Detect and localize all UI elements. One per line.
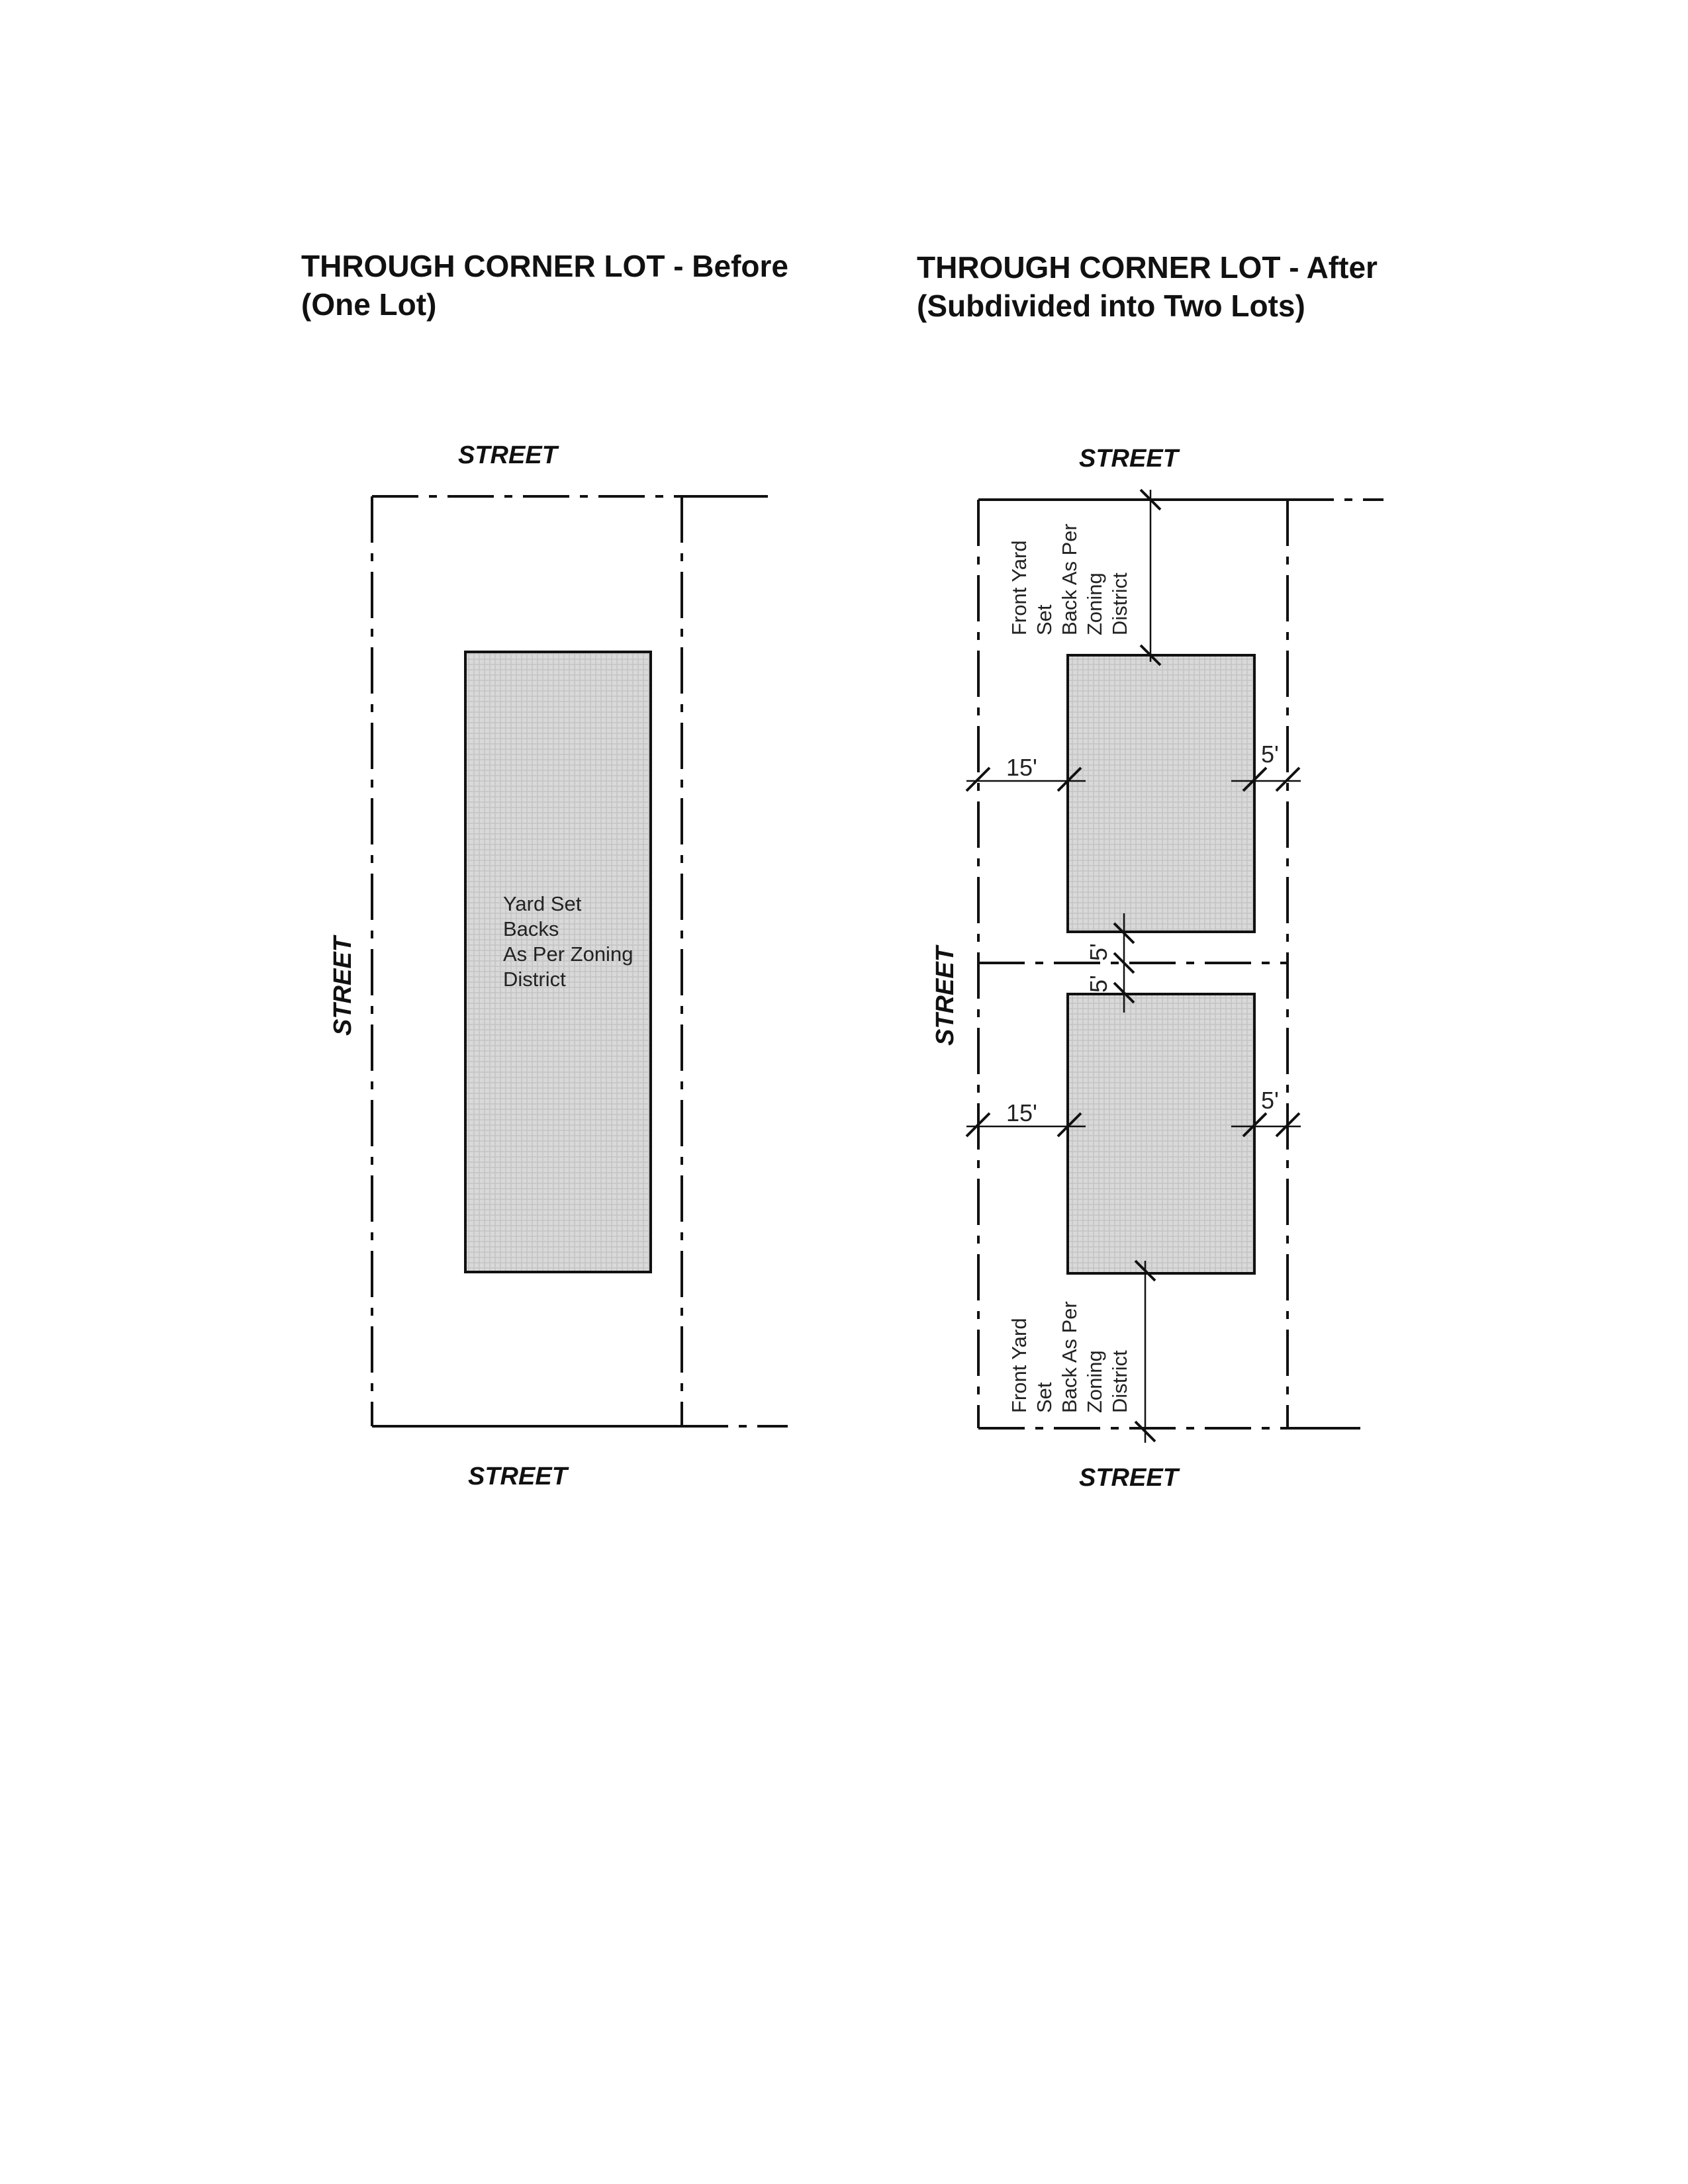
after-building-upper bbox=[1068, 655, 1254, 932]
fy-upper-line2: Set bbox=[1033, 604, 1056, 635]
fy-upper-line3: Back As Per bbox=[1058, 523, 1081, 635]
fy-upper-line5: District bbox=[1108, 572, 1131, 635]
after-street-bottom-label: STREET bbox=[1079, 1464, 1178, 1492]
dim-right-upper: 5' bbox=[1261, 741, 1279, 768]
after-building-lower bbox=[1068, 994, 1254, 1273]
dim-right-lower: 5' bbox=[1261, 1087, 1279, 1114]
before-note-line1: Yard Set bbox=[503, 892, 582, 915]
before-title-line1: THROUGH CORNER LOT - Before bbox=[301, 249, 788, 283]
before-street-left-label: STREET bbox=[329, 936, 357, 1036]
before-street-top-label: STREET bbox=[458, 441, 557, 469]
fy-upper-line4: Zoning bbox=[1083, 572, 1106, 635]
before-note-line3: As Per Zoning bbox=[503, 942, 633, 966]
before-street-bottom-label: STREET bbox=[468, 1463, 567, 1490]
front-yard-note-upper bbox=[1008, 523, 1131, 635]
dim-left-lower: 15' bbox=[1006, 1099, 1037, 1126]
front-yard-note-lower bbox=[1008, 1301, 1131, 1413]
fy-lower-line4: Zoning bbox=[1083, 1350, 1106, 1413]
fy-lower-line3: Back As Per bbox=[1058, 1301, 1081, 1413]
fy-upper-line1: Front Yard bbox=[1008, 540, 1031, 635]
before-title-line2: (One Lot) bbox=[301, 287, 437, 322]
after-panel bbox=[917, 250, 1383, 1492]
dim-mid-lower: 5' bbox=[1085, 975, 1112, 993]
before-note-line4: District bbox=[503, 968, 566, 991]
fy-lower-line2: Set bbox=[1033, 1382, 1056, 1413]
after-street-left-label: STREET bbox=[931, 946, 959, 1046]
dim-left-upper: 15' bbox=[1006, 754, 1037, 781]
after-title-line2: (Subdivided into Two Lots) bbox=[917, 289, 1305, 323]
after-street-top-label: STREET bbox=[1079, 445, 1178, 473]
fy-lower-line1: Front Yard bbox=[1008, 1318, 1031, 1413]
fy-lower-line5: District bbox=[1108, 1350, 1131, 1413]
dim-mid-upper: 5' bbox=[1085, 943, 1112, 961]
after-title-line1: THROUGH CORNER LOT - After bbox=[917, 250, 1378, 285]
before-panel bbox=[301, 249, 788, 1490]
before-note-line2: Backs bbox=[503, 917, 559, 940]
